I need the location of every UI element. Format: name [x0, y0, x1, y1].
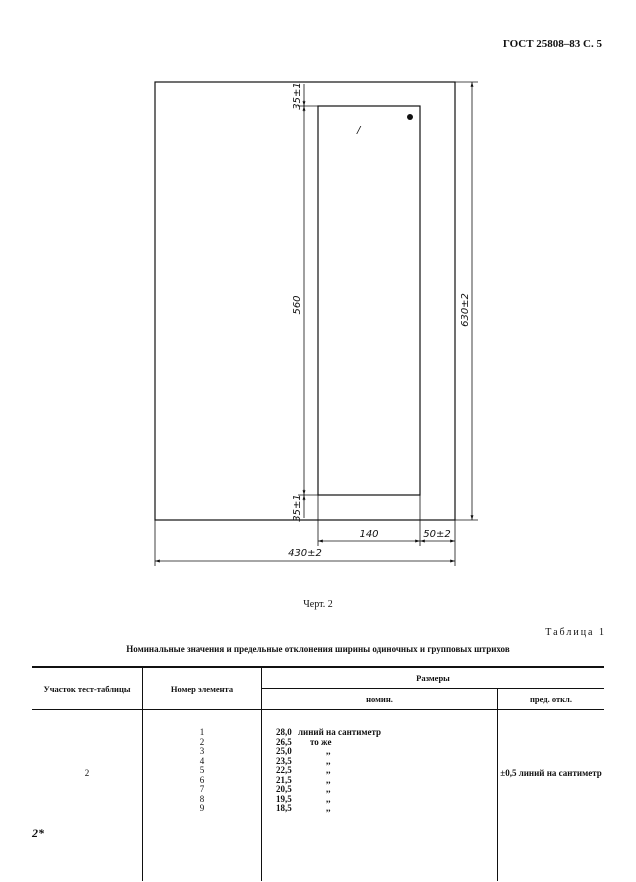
dim-inner-height: 560 [292, 295, 303, 315]
dim-outer-height: 630±2 [460, 293, 471, 327]
dim-right-margin: 50±2 [423, 529, 451, 540]
list-item: 23,5 ,, [276, 755, 331, 766]
element-list [144, 728, 260, 814]
dim-outer-width: 430±2 [288, 548, 322, 559]
list-item: 7 [199, 784, 205, 794]
list-item: 2 [199, 736, 205, 747]
cell-deviation [498, 710, 605, 882]
deviation-value: ±0,5 линий на сантиметр [500, 768, 602, 778]
page-mark: 2* [32, 826, 44, 840]
outer-frame [155, 82, 455, 520]
inner-mark: / [357, 125, 361, 136]
inner-frame [318, 106, 420, 495]
table-label: Таблица 1 [545, 627, 606, 638]
header-nominal: номин. [262, 689, 498, 710]
data-table [32, 666, 604, 881]
figure-caption: Черт. 2 [303, 599, 333, 610]
dim-top-margin: 35±1 [292, 82, 303, 110]
header-sizes: Размеры [262, 667, 605, 689]
page-header: ГОСТ 25808–83 С. 5 [502, 38, 602, 50]
list-item: 19,5 ,, [276, 793, 331, 804]
list-item: 1 [199, 727, 205, 737]
dim-inner-width: 140 [359, 529, 379, 540]
list-item: 20,5 ,, [276, 784, 331, 794]
list-item: 22,5 ,, [276, 765, 331, 775]
cell-elements [143, 710, 262, 882]
header-element-no: Номер элемента [143, 667, 262, 710]
corner-dot [407, 114, 413, 120]
header-deviation: пред. откл. [498, 689, 605, 710]
list-item: 25,0 ,, [276, 746, 331, 756]
list-item: 5 [199, 765, 205, 775]
cell-area [32, 710, 143, 882]
list-item: 3 [199, 746, 205, 756]
area-value: 2 [84, 768, 90, 778]
list-item: 26,5 то же [276, 736, 332, 747]
list-item: 8 [199, 793, 205, 804]
list-item: 18,5 ,, [276, 803, 331, 813]
nominal-list [276, 728, 496, 814]
list-item: 9 [199, 803, 205, 813]
dim-bottom-margin: 35±1 [292, 494, 303, 522]
header-area: Участок тест-таблицы [32, 667, 143, 710]
cell-nominal [262, 710, 498, 882]
list-item: 6 [199, 774, 205, 785]
table-title: Номинальные значения и предельные отклонения ширины одиночных и групповых штрихов [126, 644, 510, 654]
list-item: 21,5 ,, [276, 774, 331, 785]
list-item: 28,0 линий на сантиметр [276, 727, 382, 737]
list-item: 4 [199, 755, 205, 766]
